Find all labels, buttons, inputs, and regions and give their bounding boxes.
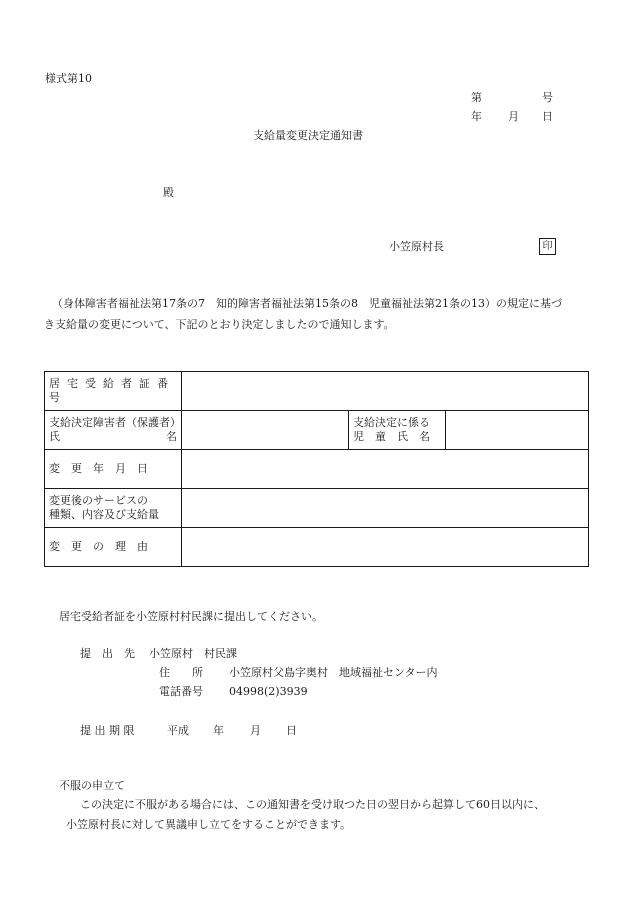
deadline-label: 提 出 期 限 xyxy=(80,724,135,737)
change-date-label: 変 更 年 月 日 xyxy=(45,450,182,489)
recipient-label-mei: 名 xyxy=(166,430,177,443)
notification-table xyxy=(44,371,589,567)
doc-number-prefix: 第 xyxy=(471,91,482,104)
reason-label: 変 更 の 理 由 xyxy=(45,528,182,567)
service-label-line1: 変更後のサービスの xyxy=(49,494,148,507)
date-year: 年 xyxy=(471,110,482,123)
addressee-suffix: 殿 xyxy=(163,186,174,199)
deadline-era: 平成 xyxy=(167,724,189,737)
date-day: 日 xyxy=(542,110,553,123)
tel-value: 04998(2)3939 xyxy=(229,685,308,698)
table-row xyxy=(45,528,589,567)
tel-label: 電話番号 xyxy=(159,685,203,698)
service-value xyxy=(182,489,589,528)
change-date-value xyxy=(182,450,589,489)
service-label xyxy=(45,489,182,528)
deadline-month: 月 xyxy=(250,724,261,737)
child-name-label-line2: 児 童 氏 名 xyxy=(353,430,430,443)
deadline-day: 日 xyxy=(286,724,297,737)
recipient-value xyxy=(182,411,349,450)
body-text-line1: （身体障害者福祉法第17条の7 知的障害者福祉法第15条の8 児童福祉法第21条の13）の規定に基づ xyxy=(52,297,562,310)
service-label-line2: 種類、内容及び支給量 xyxy=(49,508,159,521)
recipient-label-shi: 氏 xyxy=(49,430,60,443)
child-name-label xyxy=(349,411,446,450)
table-row xyxy=(45,489,589,528)
body-text-line2: き支給量の変更について、下記のとおり決定しましたので通知します。 xyxy=(44,318,395,331)
appeal-text-line2: 小笠原村長に対して異議申し立てをすることができます。 xyxy=(66,818,352,831)
document-title: 支給量変更決定通知書 xyxy=(253,129,363,142)
submit-note: 居宅受給者証を小笠原村村民課に提出してください。 xyxy=(59,610,323,623)
address-value: 小笠原村父島字奥村 地域福祉センター内 xyxy=(229,666,438,679)
appeal-text-line1: この決定に不服がある場合には、この通知書を受け取つた日の翌日から起算して60日以内に、 xyxy=(80,798,545,811)
address-label: 住 所 xyxy=(159,666,203,679)
appeal-heading: 不服の申立て xyxy=(59,779,125,792)
table-row xyxy=(45,450,589,489)
recipient-label-line1: 支給決定障害者（保護者） xyxy=(49,416,181,429)
table-row xyxy=(45,411,589,450)
child-name-value xyxy=(446,411,589,450)
form-number: 様式第10 xyxy=(45,72,92,85)
date-month: 月 xyxy=(508,110,519,123)
deadline-year: 年 xyxy=(213,724,224,737)
recipient-label xyxy=(45,411,182,450)
reason-value xyxy=(182,528,589,567)
cert-number-label: 居宅受給者証番号 xyxy=(45,372,182,411)
dest-label: 提 出 先 xyxy=(80,647,135,660)
child-name-label-line1: 支給決定に係る xyxy=(353,416,430,429)
seal-stamp: 印 xyxy=(539,238,556,255)
issuer-name: 小笠原村長 xyxy=(389,240,444,253)
dest-value: 小笠原村 村民課 xyxy=(149,647,237,660)
doc-number-suffix: 号 xyxy=(542,91,553,104)
cert-number-value xyxy=(182,372,589,411)
table-row xyxy=(45,372,589,411)
